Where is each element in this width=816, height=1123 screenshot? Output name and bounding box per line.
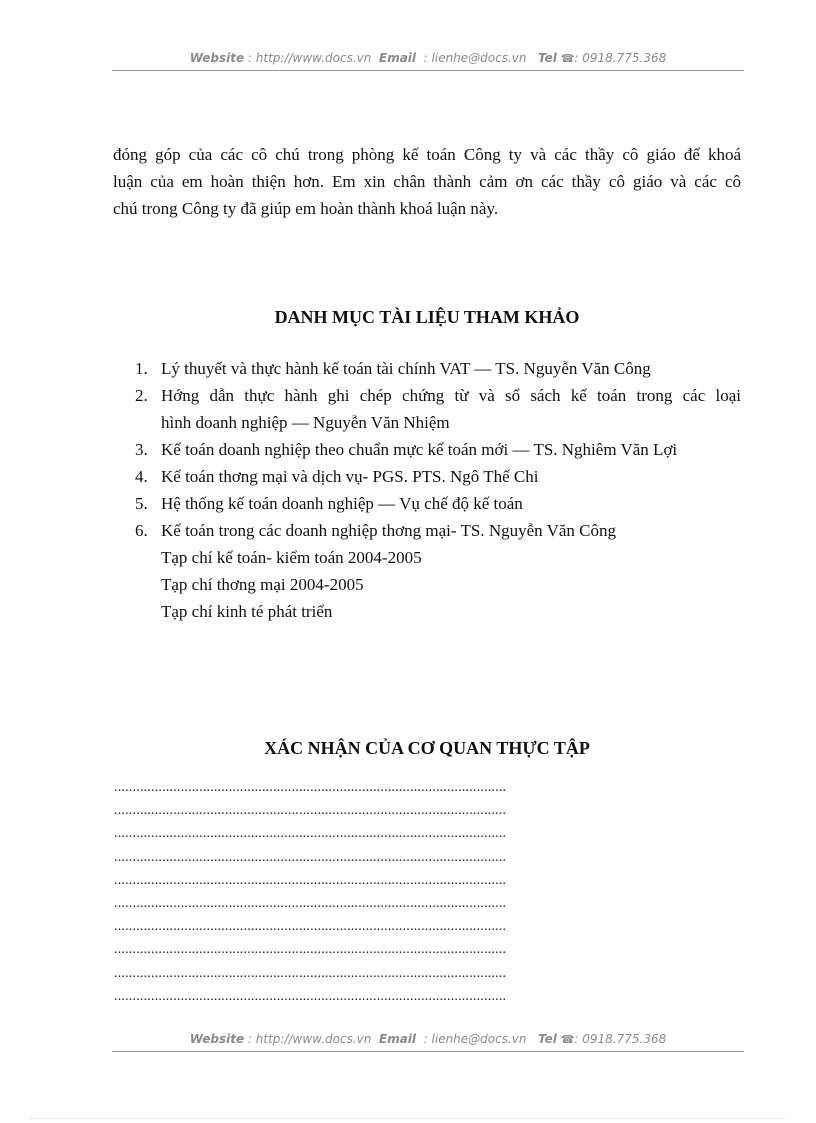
reference-text: hình doanh nghiệp — Nguyễn Văn Nhiệm: [161, 413, 450, 432]
reference-text: Kế toán doanh nghiệp theo chuẩn mực kế toán mới — TS. Nghiêm Văn Lợi: [161, 440, 678, 459]
website-value: : http://www.docs.vn: [247, 1032, 372, 1046]
tel-label: Tel: [537, 51, 557, 65]
confirmation-lines: [114, 776, 718, 1008]
dotted-line: ..........................................................................................................: [114, 872, 507, 888]
references-title: DANH MỤC TÀI LIỆU THAM KHẢO: [274, 307, 580, 327]
email-value: : lienhe@docs.vn: [423, 51, 527, 65]
dotted-line: ..........................................................................................................: [114, 803, 507, 819]
website-value: : http://www.docs.vn: [247, 51, 372, 65]
dotted-line: ..........................................................................................................: [114, 988, 507, 1004]
intro-paragraph: [113, 141, 741, 222]
reference-number: 3.: [135, 440, 148, 459]
reference-extra: Tạp chí kế toán- kiểm toán 2004-2005: [161, 548, 422, 567]
reference-extra: Tạp chí thơng mại 2004-2005: [161, 575, 364, 594]
references-list: [135, 355, 741, 625]
footer-rule: [112, 1051, 744, 1052]
header-rule: [112, 70, 744, 71]
reference-number: 4.: [135, 467, 148, 486]
tel-value: : 0918.775.368: [574, 1032, 667, 1046]
tel-label: Tel: [537, 1032, 557, 1046]
reference-item: [135, 355, 741, 382]
email-label: Email: [379, 1032, 417, 1046]
intro-line: đóng góp của các cô chú trong phòng kế toán Công ty và các thầy cô giáo để khoá: [113, 145, 741, 164]
website-label: Website: [189, 51, 245, 65]
dotted-line: ..........................................................................................................: [114, 849, 507, 865]
dotted-line: ..........................................................................................................: [114, 895, 507, 911]
reference-extra: Tạp chí kinh té phát triển: [161, 602, 333, 621]
dotted-line: ..........................................................................................................: [114, 780, 507, 795]
website-label: Website: [189, 1032, 245, 1046]
reference-text: Hệ thống kế toán doanh nghiệp — Vụ chế độ kế toán: [161, 494, 523, 513]
reference-text: Kế toán thơng mại và dịch vụ- PGS. PTS. Ngô Thế Chi: [161, 467, 539, 486]
phone-icon: ☎: [560, 52, 575, 65]
reference-number: 1.: [135, 359, 148, 378]
page-footer: [112, 1032, 744, 1052]
reference-number: 6.: [135, 521, 148, 540]
reference-text: Kế toán trong các doanh nghiệp thơng mại- TS. Nguyễn Văn Công: [161, 521, 616, 540]
reference-item: [135, 382, 741, 436]
tel-value: : 0918.775.368: [574, 51, 667, 65]
reference-number: 2.: [135, 386, 148, 405]
dotted-line: ..........................................................................................................: [114, 942, 507, 958]
intro-line: luận của em hoàn thiện hơn. Em xin chân thành cảm ơn các thầy cô giáo và các cô: [113, 172, 741, 191]
reference-number: 5.: [135, 494, 148, 513]
reference-item: [135, 517, 741, 544]
email-label: Email: [379, 51, 417, 65]
reference-item: [135, 490, 741, 517]
reference-text: Hớng dẫn thực hành ghi chép chứng từ và sổ sách kế toán trong các loại: [161, 386, 741, 405]
dotted-line: ..........................................................................................................: [114, 919, 507, 935]
phone-icon: ☎: [560, 1033, 575, 1046]
reference-item: [135, 436, 741, 463]
confirmation-title: XÁC NHẬN CỦA CƠ QUAN THỰC TẬP: [264, 738, 590, 758]
intro-line: chú trong Công ty đã giúp em hoàn thành khoá luận này.: [113, 199, 499, 218]
page-header: [112, 51, 744, 71]
dotted-line: ..........................................................................................................: [114, 965, 507, 981]
dotted-line: ..........................................................................................................: [114, 826, 507, 842]
page-edge-dots: [30, 1118, 786, 1119]
reference-text: Lý thuyết và thực hành kế toán tài chính VAT — TS. Nguyễn Văn Công: [161, 359, 651, 378]
reference-item: [135, 463, 741, 490]
email-value: : lienhe@docs.vn: [423, 1032, 527, 1046]
